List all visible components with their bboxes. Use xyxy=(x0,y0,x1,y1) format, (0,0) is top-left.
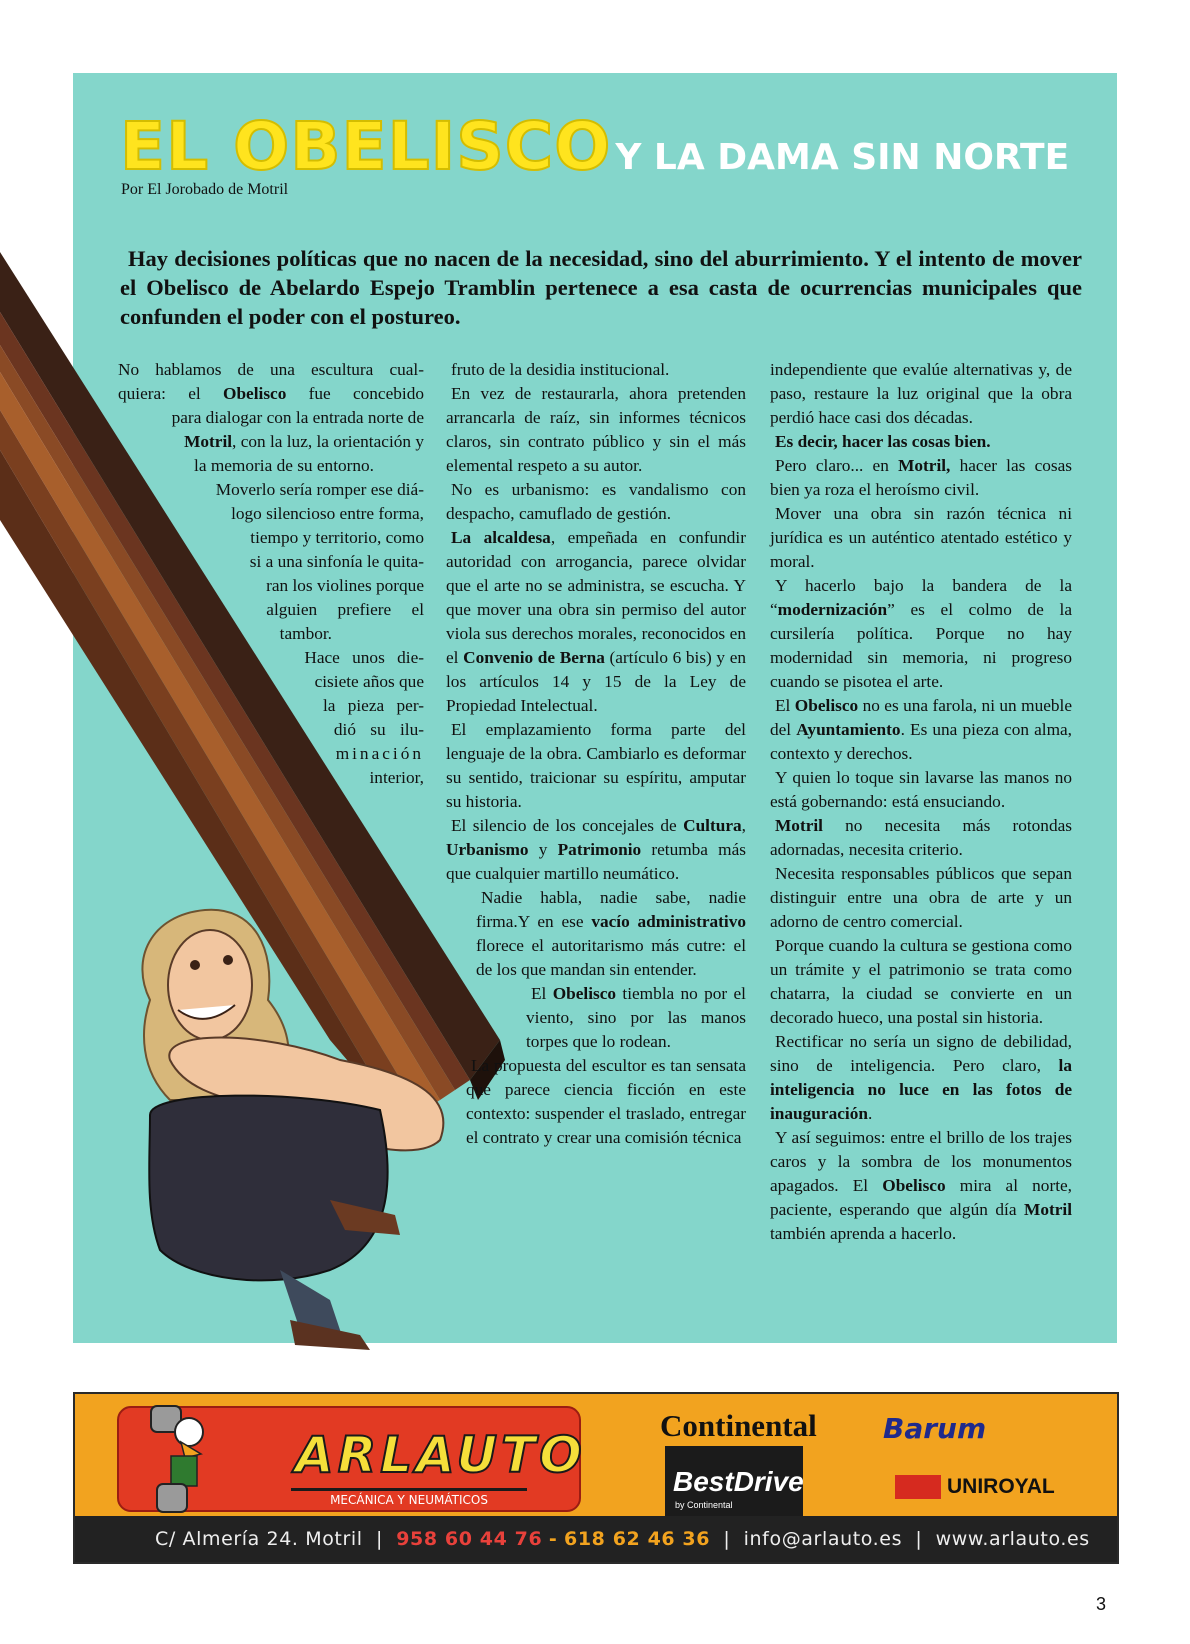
paragraph: Y quien lo toque sin lavarse las manos no está gobernando: está ensuciando. xyxy=(770,768,1072,811)
paragraph: La alcaldesa, empeñada en confundir autoridad con arrogancia, parece olvidar que el arte no se administra, se escucha. Y que mover una obra sin permiso del autor viola sus derechos morales, reconocidos en el Convenio de Berna (artículo 6 bis) y en los artículos 14 y 15 de la Ley de Propiedad Intelectual. xyxy=(446,528,746,715)
phone-2: 618 62 46 36 xyxy=(564,1528,711,1550)
article-title xyxy=(120,108,1069,185)
brand-tagline: MECÁNICA Y NEUMÁTICOS xyxy=(291,1488,527,1507)
col1-line: quiera: el Obelisco fue concebido xyxy=(118,384,424,403)
paragraph: No es urbanismo: es vandalismo con despacho, camuflado de gestión. xyxy=(446,480,746,523)
paragraph: fruto de la desidia institucional. xyxy=(451,360,670,379)
continental-logo: Continental xyxy=(660,1408,817,1443)
byline: Por El Jorobado de Motril xyxy=(121,181,289,198)
uniroyal-mark-icon xyxy=(895,1475,941,1499)
col1-line: dió su ilu- xyxy=(333,720,424,739)
paragraph: Motril no necesita más rotondas adornadas, necesita criterio. xyxy=(770,816,1072,859)
paragraph: Y así seguimos: entre el brillo de los trajes caros y la sombra de los monumentos apagados. El Obelisco mira al norte, paciente, esperando que algún día Motril también aprenda a hacerlo. xyxy=(770,1128,1072,1243)
bestdrive-name: BestDrive xyxy=(673,1466,804,1497)
mascot-icon xyxy=(141,1402,221,1522)
email: info@arlauto.es xyxy=(743,1528,903,1550)
col1-line: si a una sinfonía le quita- xyxy=(249,552,424,571)
column-2 xyxy=(446,358,746,1150)
lead-paragraph: Hay decisiones políticas que no nacen de la necesidad, sino del aburrimiento. Y el intento de mover el Obelisco de Abelardo Espejo Tramblin pertenece a esa casta de ocurrencias municipales que confunden el poder con el postureo. xyxy=(120,246,1082,329)
paragraph: Mover una obra sin razón técnica ni jurídica es un auténtico atentado estético y moral. xyxy=(770,504,1072,571)
column-1 xyxy=(118,358,424,790)
col1-line: logo silencioso entre forma, xyxy=(231,504,424,523)
paragraph: El Obelisco no es una farola, ni un mueble del Ayuntamiento. Es una pieza con alma, contexto y derechos. xyxy=(770,696,1072,763)
paragraph: Pero claro... en Motril, hacer las cosas bien ya roza el heroísmo civil. xyxy=(770,456,1073,499)
bestdrive-sub: by Continental xyxy=(675,1500,733,1510)
paragraph: El Obelisco tiembla no por el viento, sino por las manos torpes que lo rodean. xyxy=(526,984,746,1051)
column-3 xyxy=(770,358,1072,1246)
paragraph: Porque cuando la cultura se gestiona como un trámite y el patrimonio se trata como chatarra, la ciudad se convierte en un decorado hueco, una postal sin historia. xyxy=(770,936,1072,1027)
phone-1: 958 60 44 76 xyxy=(396,1528,543,1550)
arlauto-advertisement xyxy=(73,1392,1119,1564)
paragraph: independiente que evalúe alternativas y, de paso, restaure la luz original que la obra perdió hace casi dos décadas. xyxy=(770,360,1072,427)
separator: | xyxy=(915,1528,923,1550)
barum-logo: Barum xyxy=(883,1412,987,1445)
address: C/ Almería 24. Motril xyxy=(155,1528,363,1550)
brand-name: ARLAUTO xyxy=(295,1426,586,1484)
col1-line: ran los violines porque xyxy=(266,576,424,595)
paragraph: En vez de restaurarla, ahora pretenden arrancarla de raíz, sin informes técnicos claros, sin contrato público y sin el más elemental respeto a su autor. xyxy=(446,384,746,475)
col1-line: Moverlo sería romper ese diá- xyxy=(215,480,424,499)
separator: | xyxy=(723,1528,731,1550)
uniroyal-logo xyxy=(895,1474,1055,1500)
paragraph: Rectificar no sería un signo de debilidad, sino de inteligencia. Pero claro, la inteligencia no luce en las fotos de inauguración. xyxy=(770,1032,1072,1123)
bestdrive-logo xyxy=(665,1446,803,1518)
uniroyal-name: UNIROYAL xyxy=(947,1475,1055,1498)
col1-line: minación xyxy=(335,744,424,763)
col1-line: alguien prefiere el xyxy=(266,600,424,619)
contact-bar xyxy=(75,1516,1117,1562)
col1-line: Hace unos die- xyxy=(304,648,424,667)
col1-line: la pieza per- xyxy=(322,696,424,715)
paragraph: El silencio de los concejales de Cultura, Urbanismo y Patrimonio retumba más que cualquier martillo neumático. xyxy=(446,816,746,883)
col1-line: tambor. xyxy=(279,624,332,643)
paragraph: Necesita responsables públicos que sepan distinguir entre una obra de arte y un adorno de centro comercial. xyxy=(770,864,1072,931)
col1-line: para dialogar con la entrada norte de xyxy=(171,408,424,427)
col1-line: tiempo y territorio, como xyxy=(250,528,424,547)
col1-line: Motril, con la luz, la orientación y xyxy=(184,432,424,451)
title-rest: Y LA DAMA SIN NORTE xyxy=(615,137,1070,178)
col1-line: cisiete años que xyxy=(314,672,424,691)
paragraph: La propuesta del escultor es tan sensata que parece ciencia ficción en este contexto: suspender el traslado, entregar el contrato y crear una comisión técnica xyxy=(466,1056,746,1147)
paragraph: Nadie habla, nadie sabe, nadie firma.Y en ese vacío administrativo florece el autoritarismo más cutre: el de los que mandan sin entender. xyxy=(476,888,746,979)
col1-line: interior, xyxy=(369,768,424,787)
arlauto-logo-panel xyxy=(117,1406,586,1512)
website: www.arlauto.es xyxy=(935,1528,1090,1550)
title-main: EL OBELISCO xyxy=(120,108,612,185)
paragraph: Es decir, hacer las cosas bien. xyxy=(775,432,991,451)
page-number: 3 xyxy=(1096,1594,1107,1614)
paragraph: Y hacerlo bajo la bandera de la “modernización” es el colmo de la cursilería política. Porque no hay modernidad sin memoria, ni progreso cuando se pisotea el arte. xyxy=(770,576,1072,691)
col1-line: No hablamos de una escultura cual- xyxy=(118,360,424,379)
paragraph: El emplazamiento forma parte del lenguaje de la obra. Cambiarlo es deformar su sentido, traicionar su espíritu, amputar su historia. xyxy=(446,720,746,811)
col1-line: la memoria de su entorno. xyxy=(194,456,374,475)
contact-line xyxy=(155,1516,1090,1562)
dash: - xyxy=(548,1528,558,1550)
separator: | xyxy=(375,1528,383,1550)
